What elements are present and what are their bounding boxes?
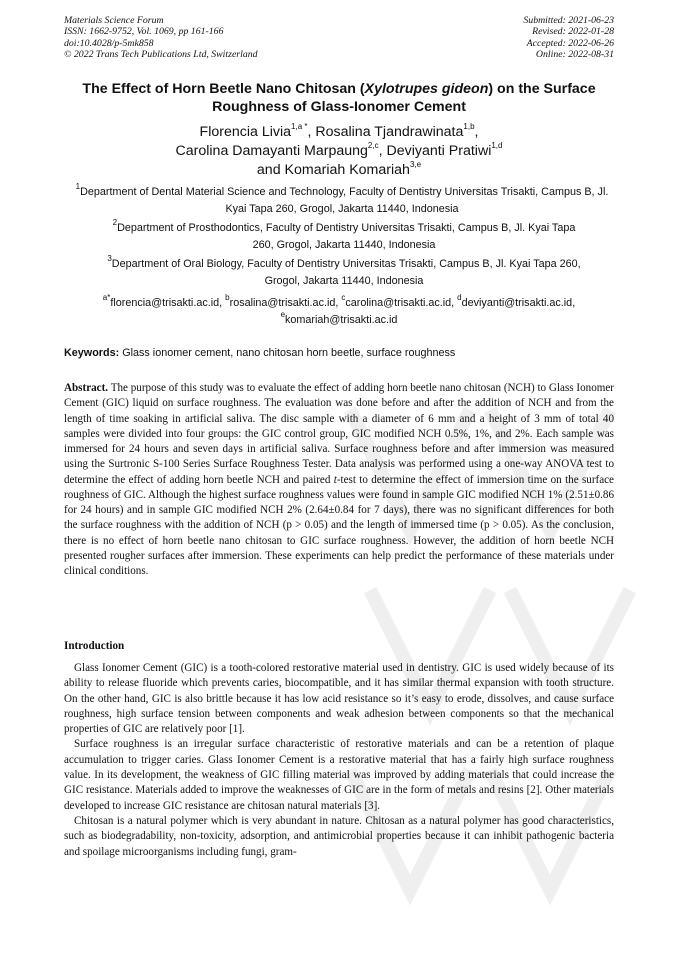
affiliation-text: Department of Oral Biology, Faculty of Dentistry Universitas Trisakti, Campus B, Jl. Kyai Tapa 260, Grogol, Jakarta 11440, Indonesia	[111, 258, 581, 287]
paragraph: Surface roughness is an irregular surface characteristic of restorative materials and can be a retention of plaque accumulation to trigger caries. Glass Ionomer Cement is a restorative material that has a fairly high surface roughness value. In its development, the weakness of GIC filling material was improved by adding materials that could increase the GIC resistance. Materials added to improve the weaknesses of GIC are in the form of metals and resins [2]. Other materials developed to increase GIC resistance are chitosan natural materials [3].	[64, 738, 614, 812]
abstract	[64, 381, 614, 579]
email-address[interactable]: carolina@trisakti.ac.id	[345, 297, 452, 309]
email-address[interactable]: florencia@trisakti.ac.id	[110, 297, 220, 309]
date-revised: Revised: 2022-01-28	[532, 26, 614, 38]
introduction-body	[64, 661, 614, 860]
affiliation-text: Department of Dental Material Science and Technology, Faculty of Dentistry Universitas Trisakti, Campus B, Jl. Kyai Tapa 260, Grogol, Jakarta 11440, Indonesia	[80, 186, 609, 215]
author-separator: ,	[307, 124, 316, 140]
author-affil-marker: 2,c	[367, 141, 379, 151]
section-heading-introduction: Introduction	[64, 640, 125, 652]
author-affil-marker: 1,b	[463, 122, 475, 132]
author-name: Deviyanti Pratiwi	[386, 143, 492, 159]
keywords-label: Keywords:	[64, 347, 120, 359]
date-online: Online: 2022-08-31	[535, 48, 614, 60]
author-affil-marker: 3,e	[409, 160, 422, 170]
date-submitted: Submitted: 2021-06-23	[523, 15, 614, 26]
affiliation-3	[104, 256, 584, 290]
email-address[interactable]: deviyanti@trisakti.ac.id	[461, 297, 573, 309]
journal-doi: doi:10.4028/p-5mk858	[64, 37, 154, 49]
affiliation-number: 1	[75, 182, 81, 192]
journal-info	[64, 15, 258, 60]
author-separator: and	[256, 162, 285, 178]
paragraph: Glass Ionomer Cement (GIC) is a tooth-colored restorative material used in dentistry. GIC is used widely because of its ability to release fluoride which prevents caries, biocompatible, and it has similar thermal expansion with tooth structure. On the other hand, GIC is also brittle because it has low acid resistance so it’s easy to erode, dissolves, and cause surface roughness, high surface tension between components and weak adhesion between components so that the mechanical properties of GIC are relatively poor [1].	[64, 662, 614, 736]
journal-copyright: © 2022 Trans Tech Publications Ltd, Switzerland	[64, 48, 258, 60]
submission-dates	[523, 15, 614, 60]
abstract-italic-t: t	[333, 473, 337, 486]
title-species: Xylotrupes gideon	[364, 81, 489, 97]
author-affil-marker: 1,d	[491, 141, 503, 151]
keywords	[64, 346, 624, 360]
author-name: Rosalina Tjandrawinata	[315, 124, 464, 140]
email-marker: b	[225, 293, 230, 303]
email-marker: c	[341, 293, 346, 303]
author-list	[64, 123, 614, 180]
affiliation-text: Department of Prosthodontics, Faculty of Dentistry Universitas Trisakti, Campus B, Jl. Kyai Tapa 260, Grogol, Jakarta 11440, Indonesia	[117, 222, 576, 251]
email-marker: a*	[102, 293, 111, 303]
abstract-text: The purpose of this study was to evaluate the effect of adding horn beetle nano chitosan (NCH) to Glass Ionomer Cement (GIC) liquid on surface roughness. The evaluation was done before and after the addition of NCH and from the length of time soaking in artificial saliva. The disc sample with a diameter of 6 mm and a height of 3 mm of total 40 samples were divided into four groups: the GIC control group, GIC modified NCH 0.5%, 1%, and 2%. Each sample was immersed for 24 hours and seven days in artificial saliva. Surface roughness before and after immersion was measured using the Surtronic S-100 Series Surface Roughness Tester. Data analysis was performed using a one-way ANOVA test to determine the effect of adding horn beetle NCH and paired	[64, 382, 614, 486]
keywords-text: Glass ionomer cement, nano chitosan horn beetle, surface roughness	[119, 347, 456, 359]
abstract-label: Abstract.	[64, 382, 109, 394]
author-name: Komariah Komariah	[284, 162, 410, 178]
title-part-2: ) on the Surface Roughness of Glass-Ionomer Cement	[212, 81, 596, 115]
email-marker: e	[280, 310, 286, 320]
email-marker: d	[457, 293, 462, 303]
abstract-text: -test to determine the effect of immersion time on the surface roughness of GIC. Although the highest surface roughness values were found in sample GIC modified NCH 1% (2.51±0.86 for 24 hours) and in sample GIC modified NCH 2% (2.64±0.84 for 7 days), there was no significant differences for both the surface roughness with the addition of NCH (p > 0.05) and the length of immersed time (p > 0.05). As the conclusion, there is no effect of horn beetle nano chitosan to GIC surface roughness. However, the addition of horn beetle NCH presented rougher surfaces after immersion. These experiments can help predict the performance of these materials under clinical conditions.	[64, 473, 614, 577]
email-list: $^{a*}$florencia@trisakti.ac.id, $^b$rosalina@trisakti.ac.id, $^c$carolina@trisakti.ac.id, $^d$deviyanti@trisakti.ac.id, $^e$komariah@trisakti.ac.id	[102, 293, 576, 326]
date-accepted: Accepted: 2022-06-26	[526, 37, 614, 49]
journal-name: Materials Science Forum	[64, 15, 164, 26]
title-part-1: The Effect of Horn Beetle Nano Chitosan (	[82, 81, 365, 97]
paragraph: Chitosan is a natural polymer which is very abundant in nature. Chitosan as a natural polymer has good characteristics, such as biodegradability, non-toxicity, adsorption, and antimicrobial properties because it can inhibit pathogenic bacteria and spoilage microorganisms including fungi, gram-	[64, 814, 614, 858]
author-affil-marker: 1,a *	[291, 122, 308, 132]
author-separator: ,	[474, 124, 479, 140]
paper-title	[64, 80, 614, 116]
author-separator: ,	[378, 143, 387, 159]
affiliation-number: 3	[107, 254, 112, 264]
affiliation-number: 2	[112, 218, 118, 228]
email-address[interactable]: komariah@trisakti.ac.id	[285, 314, 398, 326]
journal-issn: ISSN: 1662-9752, Vol. 1069, pp 161-166	[64, 26, 224, 38]
affiliation-2	[104, 220, 584, 254]
author-name: Carolina Damayanti Marpaung	[175, 143, 368, 159]
email-address[interactable]: rosalina@trisakti.ac.id	[229, 297, 336, 309]
author-name: Florencia Livia	[199, 124, 292, 140]
affiliation-1	[74, 184, 610, 218]
